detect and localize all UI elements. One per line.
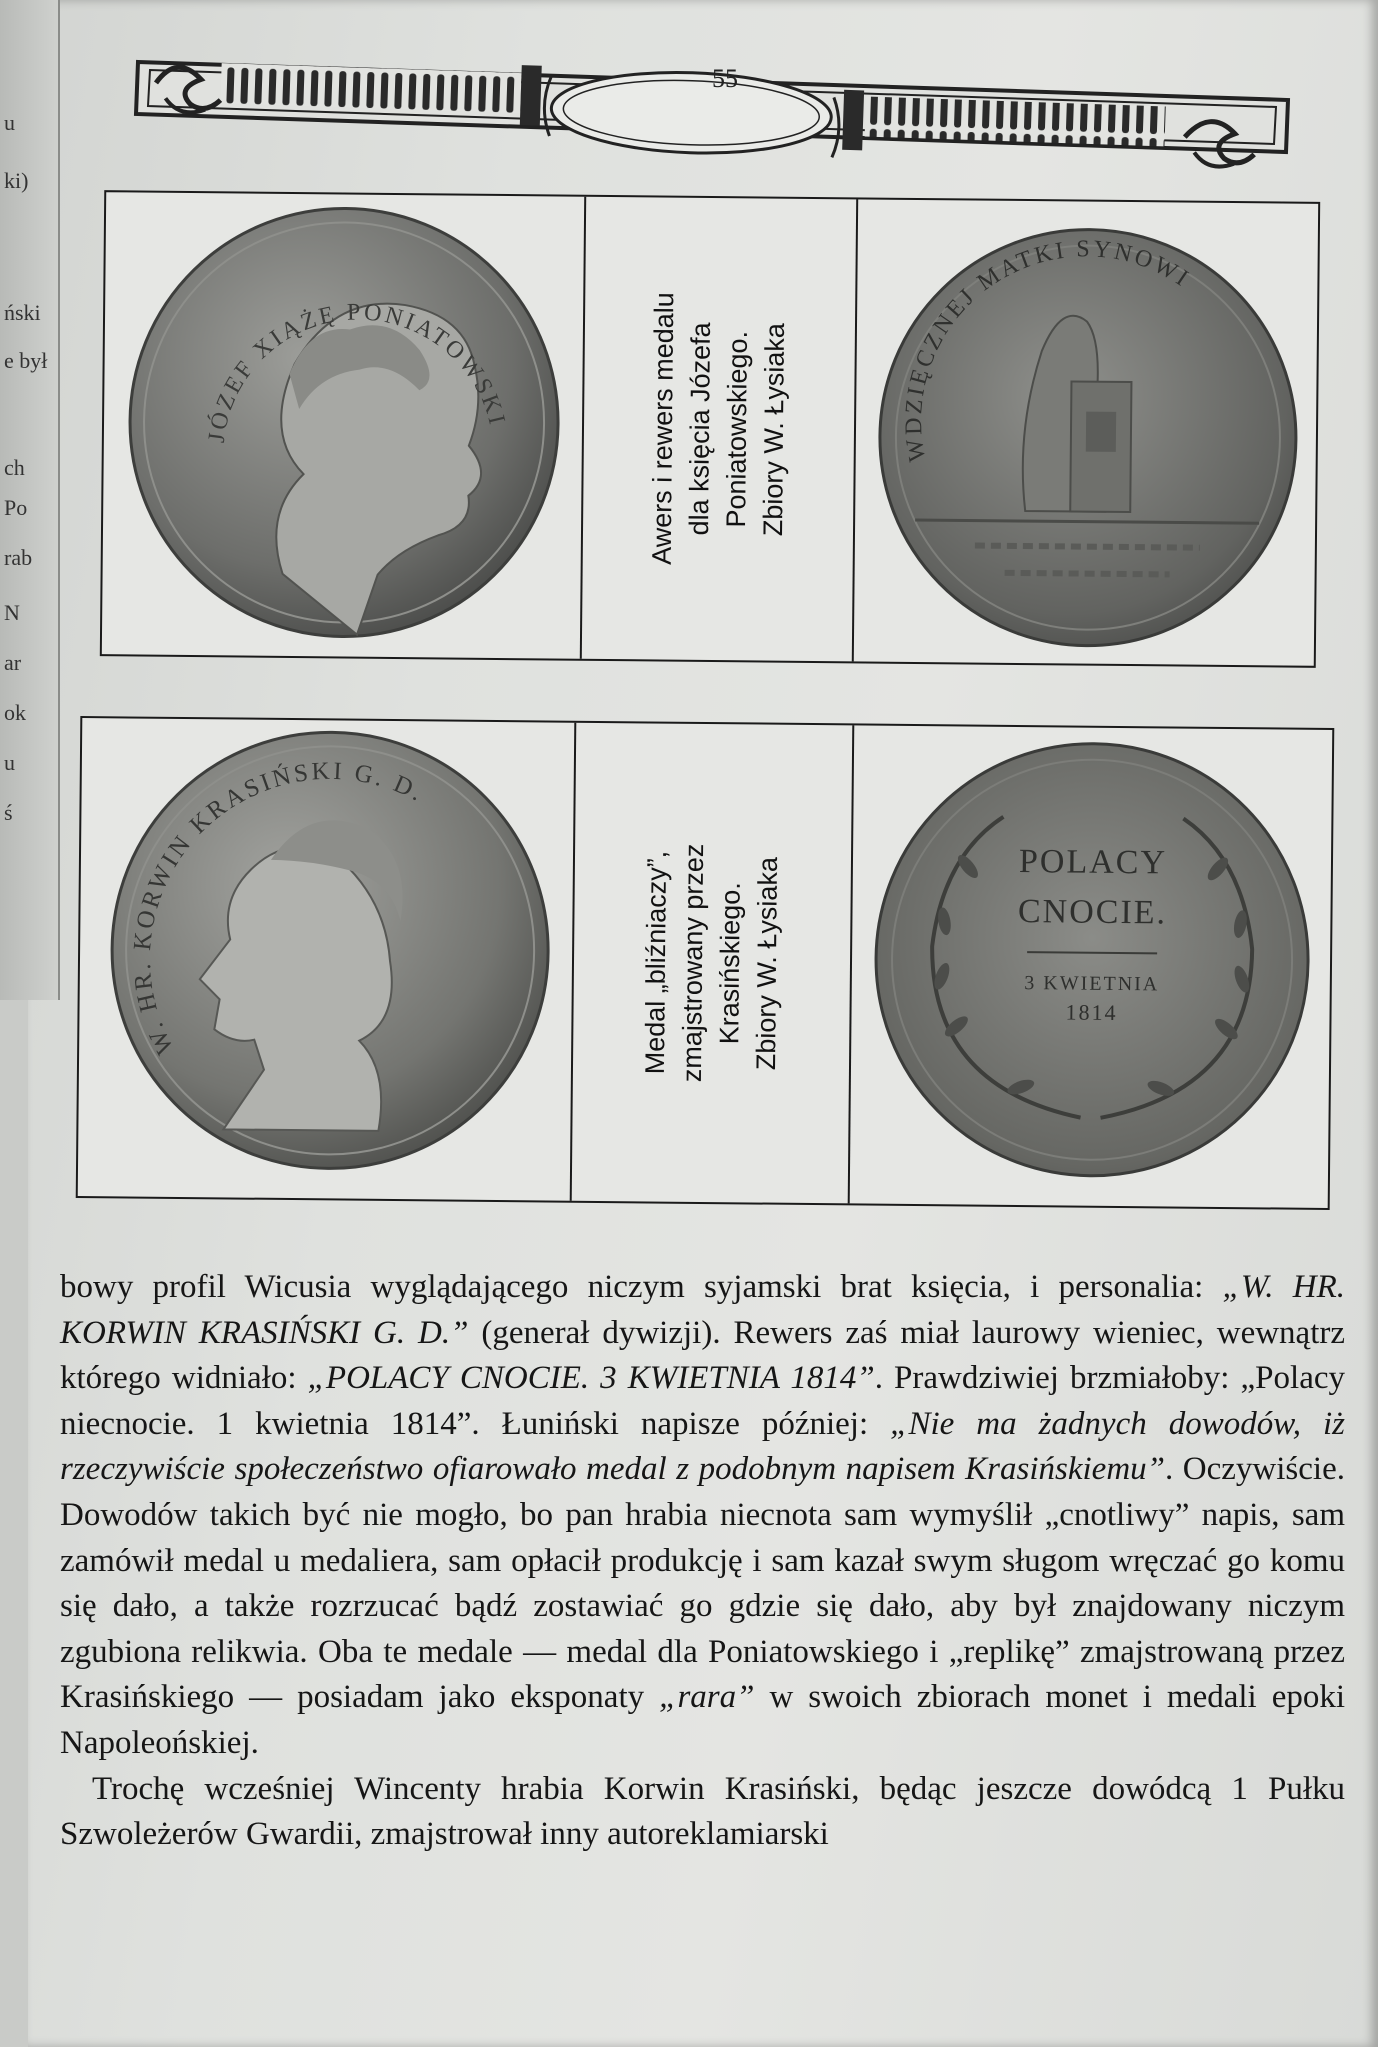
- plate-caption: [637, 843, 787, 1083]
- medal-reverse-poniatowski: [854, 199, 1318, 665]
- prev-page-fragment: ok: [4, 700, 26, 725]
- reverse-line: 1814: [1065, 999, 1118, 1025]
- text-run: w swoich zbiorach monet i medali epoki Napoleońskiej.: [60, 1679, 1346, 1761]
- medal-reverse-krasinski: [850, 725, 1333, 1208]
- italic-run: „W. HR. KORWIN KRASIŃSKI G. D.”: [60, 1269, 1345, 1351]
- reverse-line: POLACY: [1018, 843, 1168, 882]
- prev-page-fragment: ar: [4, 650, 22, 675]
- text-run: . Prawdziwiej brzmiałoby: „Polacy niecnocie. 1 kwietnia 1814”. Łuniński napisze później:: [60, 1360, 1345, 1442]
- italic-run: „POLACY CNOCIE. 3 KWIETNIA 1814”: [307, 1360, 875, 1397]
- medal-plate-1: [100, 190, 1320, 668]
- caption-line: Poniatowskiego.: [721, 330, 753, 528]
- paragraph: [60, 1767, 1345, 1858]
- italic-run: „rara”: [659, 1679, 755, 1716]
- caption-line: Awers i rewers medalu: [646, 292, 680, 565]
- prev-page-fragment: u: [4, 110, 15, 135]
- caption-line: Zbiory W. Łysiaka: [757, 322, 791, 537]
- reverse-cell: [850, 725, 1333, 1208]
- plate-caption: [644, 292, 795, 566]
- caption-line: zmajstrowany przez: [676, 843, 710, 1083]
- previous-page-edge: [0, 0, 60, 1000]
- italic-run: „Nie ma żadnych dowodów, iż rzeczywiście społeczeństwo ofiarowało medal z podobnym napisem Krasińskiemu”: [60, 1405, 1346, 1488]
- prev-page-fragment: Po: [4, 495, 28, 520]
- text-run: . Oczywiście. Dowodów takich być nie mogło, bo pan hrabia niecnota sam wymyślił „cnotliwy” napis, sam zamówił medal u medaliera, sam opłacił produkcję i sam kazał swym sługom wręczać go komu się dało, a także rozrzucać bądź zostawiać go gdzie się dało, aby był znajdowany niczym zgubiona relikwia. Oba te medale — medal dla Poniatowskiego i „replikę” zmajstrowaną przez Krasińskiego — posiadam jako eksponaty: [60, 1451, 1345, 1716]
- text-run: Trochę wcześniej Wincenty hrabia Korwin Krasiński, będąc jeszcze dowódcą 1 Pułku Szwoleżerów Gwardii, zmajstrował inny autoreklamiarski: [60, 1770, 1345, 1853]
- caption-cell: [582, 197, 858, 662]
- caption-line: Medal „bliźniaczy”,: [639, 850, 673, 1075]
- prev-page-fragment: ś: [4, 800, 13, 825]
- obverse-legend: W. HR. KORWIN KRASIŃSKI G. D.: [128, 757, 430, 1059]
- caption-line: Zbiory W. Łysiaka: [750, 856, 784, 1071]
- prev-page-fragment: ch: [4, 455, 25, 480]
- reverse-line: 3 KWIETNIA: [1024, 972, 1160, 996]
- text-run: bowy profil Wicusia wyglądającego niczym syjamski brat księcia, i personalia:: [60, 1269, 1223, 1305]
- medal-obverse-poniatowski: [102, 192, 584, 659]
- caption-cell: [572, 723, 855, 1204]
- reverse-cell: [854, 199, 1318, 665]
- page-number: 55: [712, 64, 738, 93]
- prev-page-fragment: u: [4, 750, 15, 775]
- text-run: (generał dywizji). Rewers zaś miał laurowy wieniec, wewnątrz którego widniało:: [60, 1314, 1345, 1397]
- prev-page-fragment: ki): [4, 168, 29, 193]
- reverse-legend: WDZIĘCZNEJ MATKI SYNOWI: [900, 236, 1195, 464]
- header-ornament: [128, 22, 1303, 172]
- caption-line: dla księcia Józefa: [683, 322, 717, 536]
- medal-plate-2: [76, 716, 1335, 1210]
- body-text: [60, 1265, 1345, 1858]
- prev-page-fragment: ński: [4, 300, 41, 325]
- obverse-cell: [78, 718, 577, 1201]
- prev-page-fragment: e był: [4, 348, 48, 373]
- prev-page-fragment: rab: [4, 545, 33, 570]
- paragraph: [60, 1265, 1345, 1767]
- caption-line: Krasińskiego.: [714, 882, 746, 1045]
- reverse-line: CNOCIE.: [1017, 893, 1168, 932]
- obverse-legend: JÓZEF XIĄŻĘ PONIATOWSKI: [203, 299, 511, 445]
- medal-obverse-krasinski: [78, 718, 575, 1201]
- obverse-cell: [102, 192, 586, 659]
- prev-page-fragment: N: [4, 600, 20, 625]
